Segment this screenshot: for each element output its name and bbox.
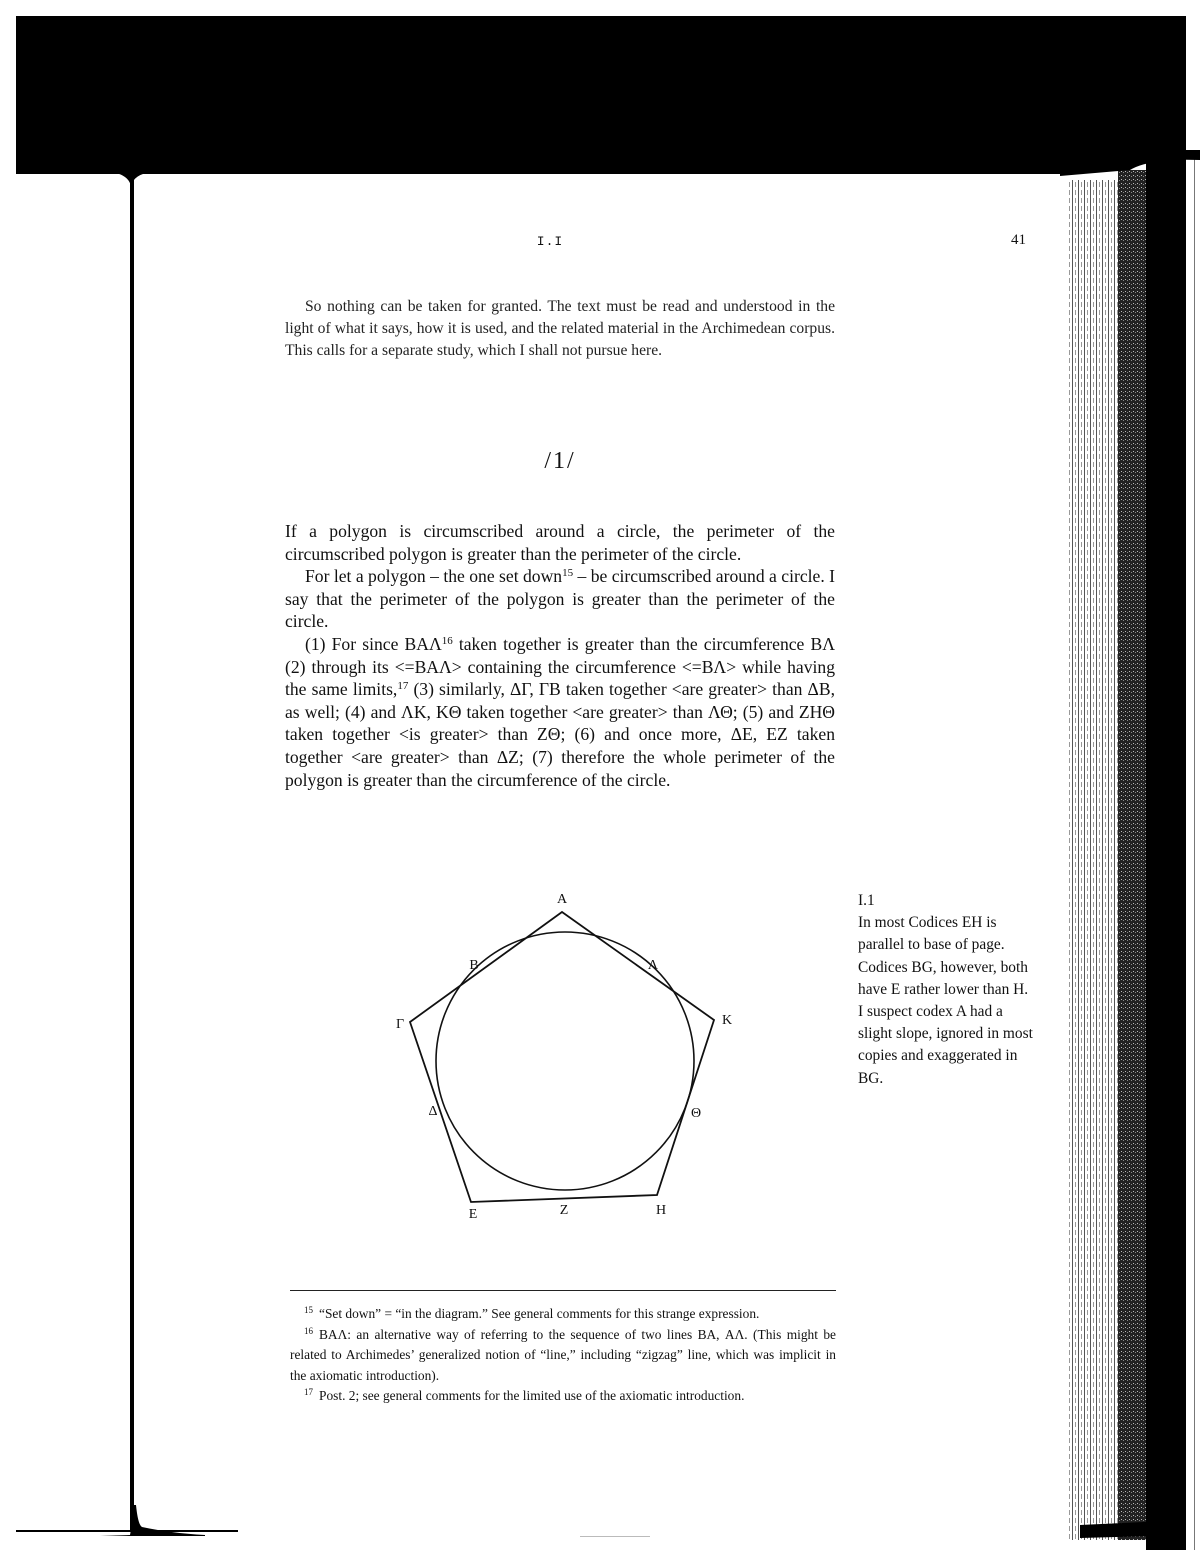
- footnote-separator: [290, 1290, 836, 1291]
- proposition-enunciation: If a polygon is circumscribed around a circle, the perimeter of the circumscribed polygon is greater than the perimeter of the circle.: [285, 521, 835, 564]
- footnote-15: [290, 1304, 836, 1325]
- footnote-text: Post. 2; see general comments for the limited use of the axiomatic introduction.: [319, 1388, 745, 1404]
- intro-paragraph: So nothing can be taken for granted. The text must be read and understood in the light of what it says, how it is used, and the related material in the Archimedean corpus. This calls for a separate study, which I shall not pursue here.: [285, 298, 835, 359]
- proof-text-c: (3) similarly, ΔΓ, ΓB taken together <are greater> than ΔB, as well; (4) and ΛK, KΘ taken together <are greater> than ΛΘ; (5) and ZHΘ taken together <is greater> than ZΘ; (6) and once more, ΔE, EZ taken together <are greater> than ΔZ; (7) therefore the whole perimeter of the polygon is greater than the circumference of the circle.: [285, 679, 835, 790]
- footnote-ref-17[interactable]: 17: [397, 680, 409, 693]
- footnote-16: [290, 1325, 836, 1387]
- point-label-lambda: Λ: [647, 958, 659, 973]
- point-label-b: B: [469, 958, 479, 973]
- vertex-label-k: K: [721, 1013, 733, 1028]
- proposition-setting-out: [285, 565, 835, 633]
- footnote-text: “Set down” = “in the diagram.” See general comments for this strange expression.: [319, 1306, 760, 1321]
- footnote-number: 17: [304, 1387, 313, 1398]
- intro-paragraph-block: [285, 296, 835, 362]
- circumscribed-pentagon: [410, 912, 714, 1202]
- footnote-number: 15: [304, 1305, 313, 1315]
- vertex-label-gamma: Γ: [395, 1017, 405, 1032]
- footnote-17: [290, 1386, 836, 1407]
- vertex-label-e: E: [468, 1207, 478, 1222]
- footnote-ref-16[interactable]: 16: [441, 634, 453, 647]
- page-number: 41: [1011, 232, 1026, 248]
- point-label-z: Z: [559, 1203, 569, 1218]
- point-label-delta: Δ: [428, 1104, 438, 1119]
- proof-text-b: taken together is greater than the circumference BΛ (2) through its <=BΑΛ> containing the circumference <=BΛ> while having the same limits,: [285, 633, 835, 700]
- vertex-label-a: A: [556, 892, 568, 907]
- section-marker: /1/: [544, 448, 576, 474]
- footnote-number: 16: [304, 1325, 313, 1336]
- footnote-ref-15[interactable]: 15: [562, 567, 574, 580]
- scan-bottom-mark: [580, 1536, 650, 1537]
- point-label-theta: Θ: [690, 1106, 702, 1121]
- scan-top-curve: [0, 150, 1200, 210]
- margin-note-title: I.1: [858, 892, 875, 909]
- proof-text-a: (1) For since BΑΛ: [305, 633, 442, 654]
- page-block-edges: [1060, 150, 1200, 1550]
- spine-foot: [90, 1505, 210, 1540]
- scan-bottom-edge: [16, 1530, 238, 1532]
- setting-out-text-b: – be circumscribed around a circle. I say that the perimeter of the polygon is greater than the perimeter of the circle.: [285, 566, 836, 632]
- vertex-label-h: H: [655, 1203, 667, 1218]
- footnote-text: BΑΛ: an alternative way of referring to the sequence of two lines BA, ΑΛ. (This might be related to Archimedes’ generalized notion of “line,” including “zigzag” line, which was implicit in the axiomatic introduction).: [290, 1326, 836, 1383]
- margin-note: [858, 890, 1033, 1090]
- book-spine-line: [130, 180, 134, 1532]
- pentagon-circle-figure: [380, 880, 750, 1230]
- proposition-block: [285, 520, 835, 791]
- margin-note-text: In most Codices EH is parallel to base of page. Codices BG, however, both have E rather lower than H. I suspect codex A had a slight slope, ignored in most copies and exaggerated in BG.: [858, 914, 1033, 1087]
- footnotes: [290, 1304, 836, 1407]
- running-head: I.I: [536, 234, 564, 249]
- proposition-proof: [285, 633, 835, 791]
- geometric-diagram: [380, 880, 750, 1230]
- setting-out-text-a: For let a polygon – the one set down: [305, 566, 563, 587]
